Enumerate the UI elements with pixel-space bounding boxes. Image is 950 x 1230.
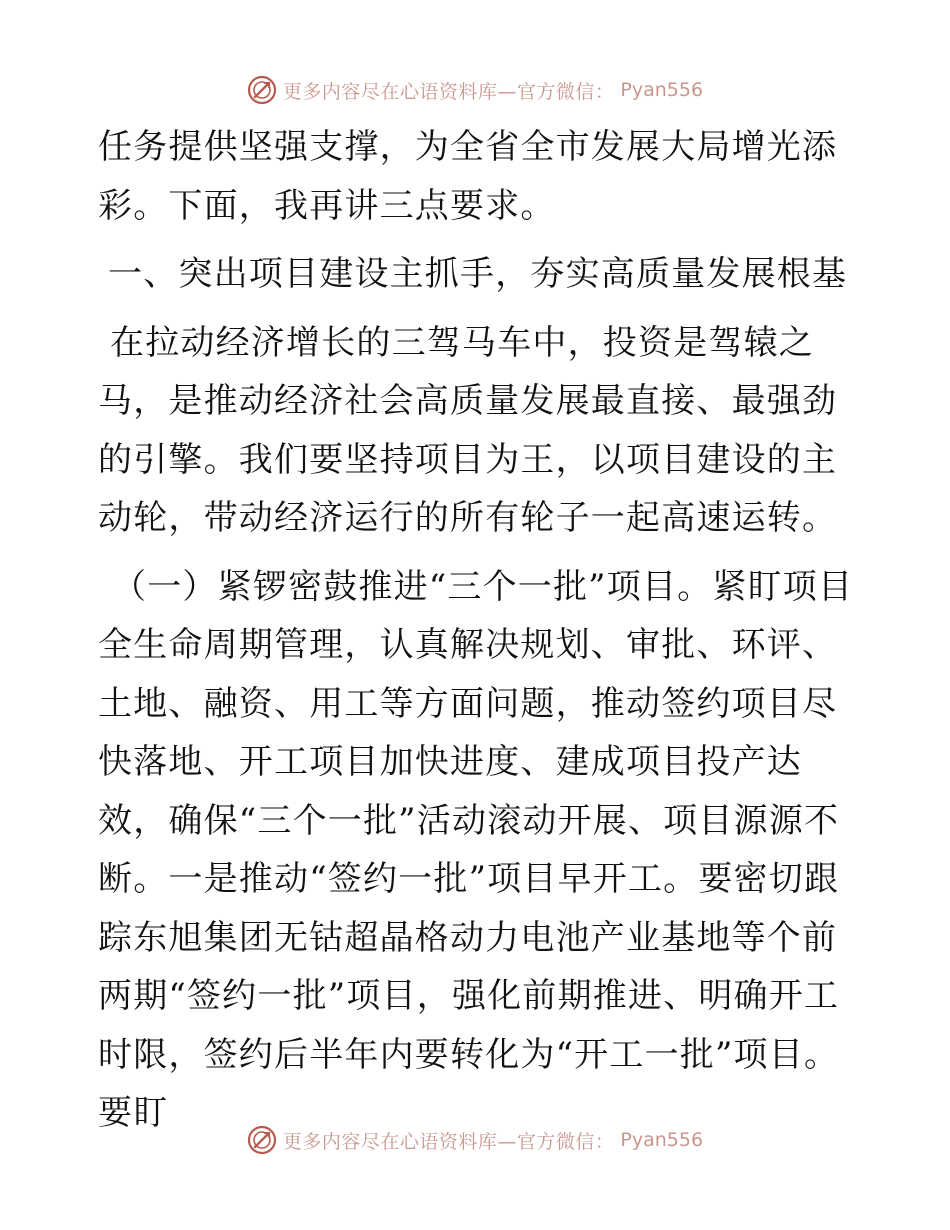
paragraph-three-batches: （一）紧锣密鼓推进“三个一批”项目。紧盯项目全生命周期管理，认真解决规划、审批、环评、土地、融资、用工等方面问题，推动签约项目尽快落地、开工项目加快进度、建成项目投产达效，确保“三个一批”活动滚动开展、项目源源不断。一是推动“签约一批”项目早开工。要密切跟踪东旭集团无钴超晶格动力电池产业基地等个前两期“签约一批”项目，强化前期推进、明确开工时限，签约后半年内要转化为“开工一批”项目。要盯	[98, 566, 854, 1133]
watermark-logo-icon	[247, 1125, 277, 1155]
watermark-text: 更多内容尽在心语资料库—官方微信：	[282, 1130, 615, 1153]
watermark-logo-icon	[247, 75, 277, 105]
watermark-brand: Pyan556	[620, 1129, 704, 1151]
header-watermark	[0, 70, 950, 110]
watermark-text: 更多内容尽在心语资料库—官方微信：	[282, 80, 615, 103]
footer-watermark	[0, 1120, 950, 1160]
document-body	[98, 118, 858, 1143]
paragraph-intro: 任务提供坚强支撑，为全省全市发展大局增光添彩。下面，我再讲三点要求。	[98, 127, 838, 226]
section-heading-1: 一、突出项目建设主抓手，夯实高质量发展根基	[108, 254, 848, 294]
watermark-brand: Pyan556	[620, 79, 704, 101]
paragraph-investment: 在拉动经济增长的三驾马车中，投资是驾辕之马，是推动经济社会高质量发展最直接、最强劲的引擎。我们要坚持项目为王，以项目建设的主动轮，带动经济运行的所有轮子一起高速运转。	[98, 322, 838, 538]
